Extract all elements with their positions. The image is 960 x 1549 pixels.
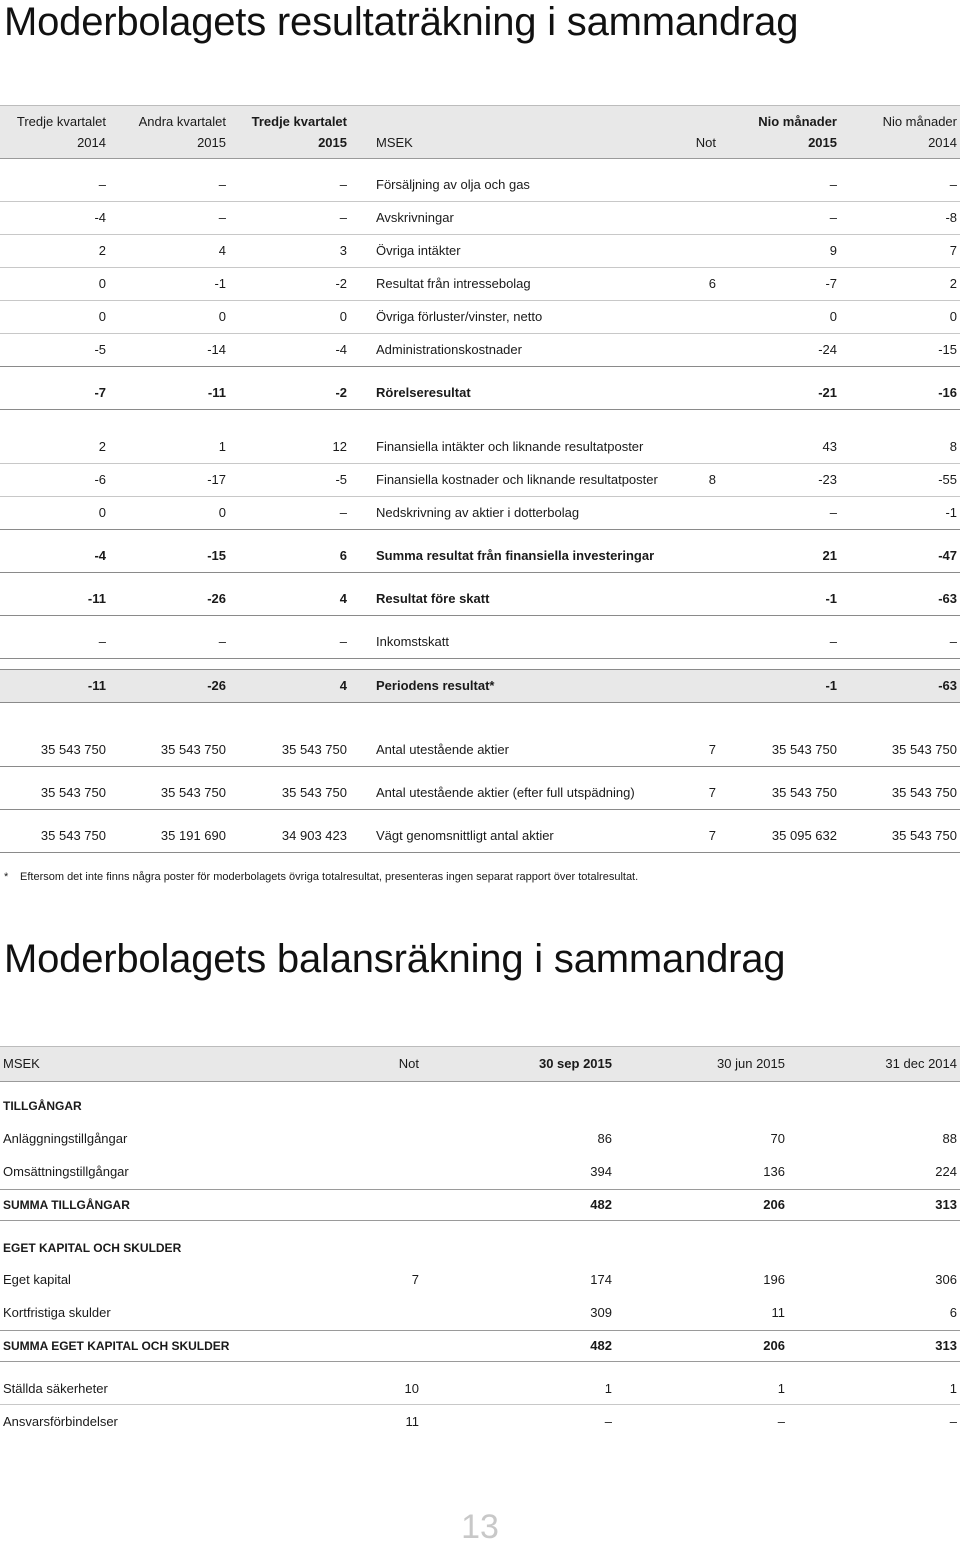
value-q2-2015: -11 [207, 385, 226, 400]
value-9m-2014: -47 [938, 548, 957, 563]
value-q3-2015: 3 [339, 243, 347, 258]
income-row [0, 377, 960, 410]
balance-row [0, 1407, 960, 1437]
value-q3-2015: -2 [335, 385, 347, 400]
balance-table-header [0, 1046, 960, 1082]
col-9m-2015-label: Nio månader [758, 114, 837, 129]
income-row [0, 235, 960, 268]
value-q2-2015: – [218, 177, 226, 192]
value-dec-2014: 88 [942, 1131, 957, 1146]
value-9m-2014: -8 [945, 210, 957, 225]
page-number: 13 [461, 1508, 499, 1546]
row-label: Ansvarsförbindelser [3, 1414, 118, 1429]
value-q3-2014: 0 [98, 276, 106, 291]
value-dec-2014: 224 [935, 1164, 957, 1179]
bs-col-msek-label: MSEK [3, 1056, 40, 1071]
income-table-header [0, 105, 960, 159]
income-row [0, 497, 960, 530]
value-9m-2014: – [949, 177, 957, 192]
value-q3-2015: 0 [339, 309, 347, 324]
value-q3-2015: 12 [332, 439, 347, 454]
row-note: 8 [708, 472, 716, 487]
value-9m-2014: 8 [949, 439, 957, 454]
row-label: Finansiella intäkter och liknande resultatposter [376, 439, 644, 454]
value-sep-2015: – [604, 1414, 612, 1429]
income-row [0, 583, 960, 616]
value-q3-2015: – [339, 634, 347, 649]
value-9m-2015: 21 [822, 548, 837, 563]
row-label: TILLGÅNGAR [3, 1099, 82, 1113]
income-row [0, 169, 960, 202]
value-9m-2014: 35 543 750 [891, 742, 957, 757]
value-q3-2015: 35 543 750 [281, 785, 347, 800]
row-note: 10 [404, 1381, 419, 1396]
col-9m-2014-label: Nio månader [882, 114, 957, 129]
row-label: Periodens resultat* [376, 678, 495, 693]
row-label: Anläggningstillgångar [3, 1131, 128, 1146]
value-9m-2015: -1 [825, 678, 837, 693]
income-row [0, 334, 960, 367]
value-q3-2014: 35 543 750 [40, 828, 106, 843]
income-statement-title: Moderbolagets resultaträkning i sammandrag [4, 0, 799, 44]
row-label: Inkomstskatt [376, 634, 449, 649]
value-9m-2014: 35 543 750 [891, 828, 957, 843]
value-q3-2014: 2 [98, 243, 106, 258]
value-q3-2015: 34 903 423 [281, 828, 347, 843]
balance-row [0, 1157, 960, 1187]
row-note: 11 [405, 1414, 419, 1429]
value-q2-2015: -17 [207, 472, 226, 487]
value-9m-2014: 35 543 750 [891, 785, 957, 800]
value-q3-2015: -5 [335, 472, 347, 487]
value-q3-2015: – [339, 177, 347, 192]
value-9m-2014: 7 [949, 243, 957, 258]
value-9m-2015: -7 [825, 276, 837, 291]
income-row [0, 777, 960, 810]
value-q3-2014: -7 [94, 385, 106, 400]
row-note: 7 [411, 1272, 419, 1287]
row-label: Ställda säkerheter [3, 1381, 108, 1396]
value-q3-2014: 0 [98, 505, 106, 520]
value-q2-2015: -15 [207, 548, 226, 563]
value-q3-2014: 2 [98, 439, 106, 454]
value-sep-2015: 86 [597, 1131, 612, 1146]
col-q3-2014-year: 2014 [77, 135, 106, 150]
value-q3-2014: – [98, 634, 106, 649]
row-label: SUMMA TILLGÅNGAR [3, 1198, 130, 1212]
row-label: Nedskrivning av aktier i dotterbolag [376, 505, 580, 520]
row-label: Resultat från intressebolag [376, 276, 531, 291]
value-q3-2014: -6 [94, 472, 106, 487]
value-jun-2015: 196 [763, 1272, 785, 1287]
col-9m-2015-year: 2015 [808, 135, 837, 150]
value-jun-2015: 206 [763, 1197, 785, 1212]
row-label: Omsättningstillgångar [3, 1164, 129, 1179]
balance-row [0, 1189, 960, 1221]
value-q3-2014: 0 [98, 309, 106, 324]
row-note: 7 [708, 828, 716, 843]
col-q2-2015-year: 2015 [197, 135, 226, 150]
value-q2-2015: 0 [218, 505, 226, 520]
value-q2-2015: – [218, 634, 226, 649]
col-9m-2014-year: 2014 [928, 135, 957, 150]
value-q2-2015: 0 [218, 309, 226, 324]
value-q2-2015: 35 191 690 [160, 828, 226, 843]
value-q3-2014: -4 [94, 210, 106, 225]
value-sep-2015: 482 [590, 1338, 612, 1353]
row-label: Antal utestående aktier [376, 742, 509, 757]
footnote-star: * [4, 871, 9, 883]
value-q3-2015: 4 [339, 591, 347, 606]
value-q3-2014: -11 [87, 591, 106, 606]
value-q3-2015: -4 [335, 342, 347, 357]
value-q3-2015: -2 [335, 276, 347, 291]
income-row [0, 464, 960, 497]
value-9m-2015: -1 [825, 591, 837, 606]
row-label: SUMMA EGET KAPITAL OCH SKULDER [3, 1339, 230, 1353]
value-q2-2015: – [218, 210, 226, 225]
value-dec-2014: – [949, 1414, 957, 1429]
value-jun-2015: 136 [763, 1164, 785, 1179]
row-label: Summa resultat från finansiella investeringar [376, 548, 655, 563]
bs-col-sep-2015: 30 sep 2015 [538, 1056, 612, 1071]
col-msek-label: MSEK [376, 135, 413, 150]
row-label: Antal utestående aktier (efter full utspädning) [376, 785, 635, 800]
value-9m-2014: -55 [938, 472, 957, 487]
bs-col-dec-2014: 31 dec 2014 [885, 1056, 957, 1071]
col-q3-2015-label: Tredje kvartalet [251, 114, 347, 129]
value-sep-2015: 309 [590, 1305, 612, 1320]
value-9m-2014: 0 [949, 309, 957, 324]
value-9m-2015: – [829, 505, 837, 520]
col-note-label: Not [695, 135, 716, 150]
value-9m-2015: – [829, 634, 837, 649]
row-label: Kortfristiga skulder [3, 1305, 111, 1320]
balance-row [0, 1298, 960, 1328]
value-sep-2015: 394 [590, 1164, 612, 1179]
value-jun-2015: 70 [770, 1131, 785, 1146]
value-q2-2015: 1 [218, 439, 226, 454]
value-dec-2014: 6 [949, 1305, 957, 1320]
value-9m-2015: -24 [818, 342, 837, 357]
value-jun-2015: 206 [763, 1338, 785, 1353]
row-label: Administrationskostnader [376, 342, 522, 357]
value-q3-2014: -5 [94, 342, 106, 357]
balance-row [0, 1124, 960, 1154]
balance-row [0, 1091, 960, 1121]
col-q2-2015-label: Andra kvartalet [138, 114, 226, 129]
value-q2-2015: -26 [207, 678, 226, 693]
value-dec-2014: 313 [935, 1197, 957, 1212]
balance-row [0, 1330, 960, 1362]
value-q3-2015: 4 [339, 678, 347, 693]
value-q3-2014: -11 [87, 678, 106, 693]
row-note: 6 [708, 276, 716, 291]
bs-col-jun-2015: 30 jun 2015 [717, 1056, 785, 1071]
row-label: Försäljning av olja och gas [376, 177, 530, 192]
value-dec-2014: 313 [935, 1338, 957, 1353]
row-label: Vägt genomsnittligt antal aktier [376, 828, 554, 843]
col-q3-2014-label: Tredje kvartalet [16, 114, 106, 129]
row-label: Avskrivningar [376, 210, 454, 225]
value-9m-2015: 43 [822, 439, 837, 454]
value-jun-2015: 1 [777, 1381, 785, 1396]
value-9m-2015: – [829, 210, 837, 225]
value-9m-2014: 2 [949, 276, 957, 291]
value-9m-2015: 0 [829, 309, 837, 324]
value-9m-2015: -23 [818, 472, 837, 487]
income-row [0, 268, 960, 301]
value-9m-2014: -1 [945, 505, 957, 520]
income-row [0, 626, 960, 659]
value-jun-2015: – [777, 1414, 785, 1429]
income-row [0, 301, 960, 334]
value-q3-2015: – [339, 505, 347, 520]
col-q3-2015-year: 2015 [318, 135, 347, 150]
value-dec-2014: 306 [935, 1272, 957, 1287]
row-label: Eget kapital [3, 1272, 71, 1287]
bs-col-note-label: Not [398, 1056, 419, 1071]
value-q3-2015: – [339, 210, 347, 225]
balance-row [0, 1374, 960, 1405]
value-q2-2015: 35 543 750 [160, 785, 226, 800]
value-q3-2014: 35 543 750 [40, 785, 106, 800]
row-label: Övriga intäkter [376, 243, 461, 258]
value-9m-2015: -21 [818, 385, 837, 400]
value-q2-2015: 35 543 750 [160, 742, 226, 757]
row-label: Resultat före skatt [376, 591, 490, 606]
row-label: EGET KAPITAL OCH SKULDER [3, 1241, 182, 1255]
income-row [0, 669, 960, 703]
value-9m-2014: – [949, 634, 957, 649]
value-9m-2014: -63 [938, 678, 957, 693]
income-row [0, 202, 960, 235]
income-row [0, 734, 960, 767]
value-sep-2015: 174 [590, 1272, 612, 1287]
income-row [0, 820, 960, 853]
value-9m-2014: -63 [938, 591, 957, 606]
value-q3-2014: -4 [94, 548, 106, 563]
value-9m-2014: -16 [938, 385, 957, 400]
balance-row [0, 1233, 960, 1263]
row-label: Övriga förluster/vinster, netto [376, 309, 543, 324]
value-q2-2015: -1 [214, 276, 226, 291]
value-q3-2015: 35 543 750 [281, 742, 347, 757]
row-label: Rörelseresultat [376, 385, 471, 400]
income-row [0, 540, 960, 573]
value-q3-2014: – [98, 177, 106, 192]
balance-sheet-title: Moderbolagets balansräkning i sammandrag [4, 937, 786, 981]
value-9m-2015: – [829, 177, 837, 192]
value-9m-2014: -15 [938, 342, 957, 357]
balance-row [0, 1265, 960, 1295]
value-q3-2014: 35 543 750 [40, 742, 106, 757]
value-9m-2015: 35 095 632 [771, 828, 837, 843]
value-q2-2015: 4 [218, 243, 226, 258]
row-note: 7 [708, 785, 716, 800]
footnote [4, 871, 638, 883]
row-label: Finansiella kostnader och liknande resultatposter [376, 472, 658, 487]
value-9m-2015: 35 543 750 [771, 742, 837, 757]
value-jun-2015: 11 [771, 1305, 785, 1320]
value-9m-2015: 9 [829, 243, 837, 258]
footnote-text: Eftersom det inte finns några poster för moderbolagets övriga totalresultat, presenteras ingen separat rapport över totalresultat. [20, 871, 639, 883]
income-row [0, 431, 960, 464]
value-q2-2015: -14 [207, 342, 226, 357]
value-q3-2015: 6 [339, 548, 347, 563]
value-9m-2015: 35 543 750 [771, 785, 837, 800]
value-sep-2015: 1 [604, 1381, 612, 1396]
value-q2-2015: -26 [207, 591, 226, 606]
row-note: 7 [708, 742, 716, 757]
value-dec-2014: 1 [949, 1381, 957, 1396]
value-sep-2015: 482 [590, 1197, 612, 1212]
